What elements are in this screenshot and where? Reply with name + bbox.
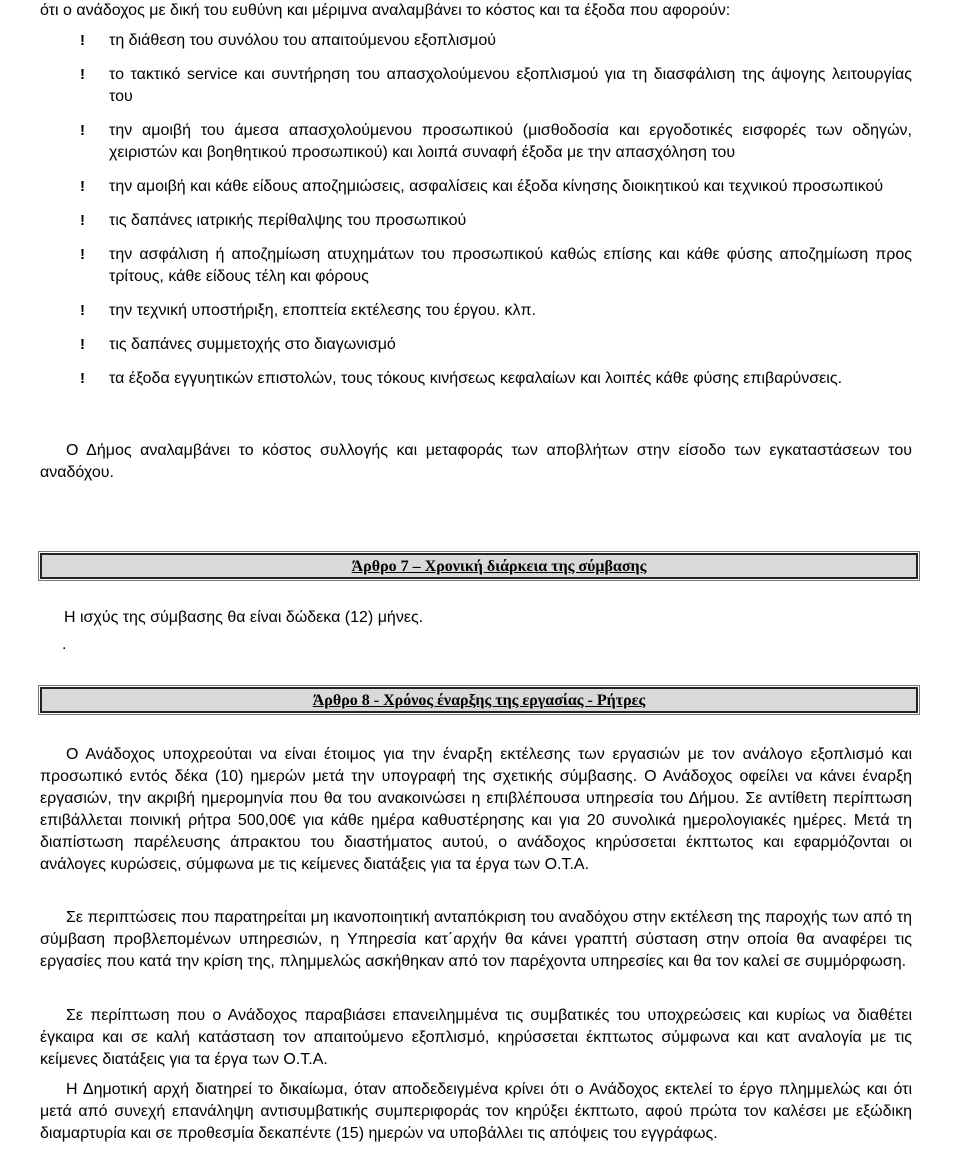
article-8-paragraph: Σε περίπτωση που ο Ανάδοχος παραβιάσει επανειλημμένα τις συμβατικές του υποχρεώσεις και κυρίως να διαθέτει έγκαιρα και σε καλή κατάσταση τον απαιτούμενο εξοπλισμό, κηρύσσεται έκπτωτος σύμφωνα και κατ αναλογία με τις κείμενες διατάξεις για τα έργα των Ο.Τ.Α. [40, 1007, 912, 1068]
list-item-text: τη διάθεση του συνόλου του απαιτούμενου εξοπλισμού [109, 32, 496, 49]
list-item [80, 244, 912, 288]
article-8-heading: Άρθρο 8 - Χρόνος έναρξης της εργασίας - Ρήτρες [312, 692, 646, 709]
list-item [80, 64, 912, 108]
list-item [80, 334, 912, 356]
article-8-paragraph: Η Δημοτική αρχή διατηρεί το δικαίωμα, όταν αποδεδειγμένα κρίνει ότι ο Ανάδοχος εκτελεί το έργο πλημμελώς και ότι μετά από συνεχή επανάληψη αντισυμβατικής συμπεριφοράς τον κηρύξει έκπτωτο, αφού πρώτα τον καλέσει με εξώδικη διαμαρτυρία και σε προθεσμία δεκαπέντε (15) ημερών να υποβάλλει τις απόψεις του εγγράφως. [40, 1081, 912, 1142]
bullet-icon: ! [80, 246, 85, 263]
contract-duration-text: Η ισχύς της σύμβασης θα είναι δώδεκα (12) μήνες. [64, 609, 424, 626]
bullet-icon: ! [80, 32, 85, 49]
intro-text: ότι ο ανάδοχος με δική του ευθύνη και μέριμνα αναλαμβάνει το κόστος και τα έξοδα που αφορούν: [40, 2, 731, 19]
article-8-paragraph: Ο Ανάδοχος υποχρεούται να είναι έτοιμος για την έναρξη εκτέλεσης των εργασιών με τον ανάλογο εξοπλισμό και προσωπικό εντός δέκα (10) ημερών μετά την υπογραφή της σχετικής σύμβασης. Ο Ανάδοχος οφείλει να κάνει έναρξη εργασιών, την ακριβή ημερομηνία που θα του ανακοινώσει η επιβλέπουσα υπηρεσία του Δήμου. Σε αντίθετη περίπτωση επιβάλλεται ποινική ρήτρα 500,00€ για κάθε ημέρα καθυστέρησης και για 20 συνολικά ημερολογιακές ημέρες. Μετά τη διαπίστωση παρέλευσης άπρακτου του διαστήματος αυτού, ο ανάδοχος κηρύσσεται έκπτωτος και εφαρμόζονται οι ανάλογες κυρώσεις, σύμφωνα με τις κείμενες διατάξεις για τα έργα των Ο.Τ.Α. [40, 746, 912, 873]
list-item-text: τις δαπάνες συμμετοχής στο διαγωνισμό [109, 336, 396, 353]
bullet-icon: ! [80, 122, 85, 139]
list-item [80, 210, 912, 232]
article-8-heading-box [40, 687, 918, 713]
cost-list [80, 30, 912, 402]
list-item [80, 30, 912, 52]
municipality-paragraph: Ο Δήμος αναλαμβάνει το κόστος συλλογής και μεταφοράς των αποβλήτων στην είσοδο των εγκαταστάσεων του αναδόχου. [40, 442, 912, 481]
bullet-icon: ! [80, 212, 85, 229]
list-item-text: τις δαπάνες ιατρικής περίθαλψης του προσωπικού [109, 212, 467, 229]
bullet-icon: ! [80, 336, 85, 353]
list-item-text: την τεχνική υποστήριξη, εποπτεία εκτέλεσης του έργου. κλπ. [109, 302, 537, 319]
bullet-icon: ! [80, 66, 85, 83]
bullet-icon: ! [80, 178, 85, 195]
list-item-text: τα έξοδα εγγυητικών επιστολών, τους τόκους κινήσεως κεφαλαίων και λοιπές κάθε φύσης επιβαρύνσεις. [109, 370, 843, 387]
list-item-text: την αμοιβή του άμεσα απασχολούμενου προσωπικού (μισθοδοσία και εργοδοτικές εισφορές των οδηγών, χειριστών και βοηθητικού προσωπικού) και λοιπά συναφή έξοδα με την απασχόληση του [109, 122, 912, 161]
list-item-text: την ασφάλιση ή αποζημίωση ατυχημάτων του προσωπικού καθώς επίσης και κάθε φύσης αποζημίωση προς τρίτους, κάθε είδους τέλη και φόρους [109, 246, 912, 285]
article-8-paragraph: Σε περιπτώσεις που παρατηρείται μη ικανοποιητική ανταπόκριση του αναδόχου στην εκτέλεση της παροχής των από τη σύμβαση προβλεπομένων υπηρεσιών, η Υπηρεσία κατ΄αρχήν θα κάνει γραπτή σύσταση στην οποία θα αναφέρει τις εργασίες που κατά την κρίση της, πλημμελώς ασκήθηκαν από τον παρέχοντα υπηρεσίες και θα τον καλεί σε συμμόρφωση. [40, 909, 912, 970]
list-item-text: την αμοιβή και κάθε είδους αποζημιώσεις, ασφαλίσεις και έξοδα κίνησης διοικητικού και τεχνικού προσωπικού [109, 178, 884, 195]
list-item-text: το τακτικό service και συντήρηση του απασχολούμενου εξοπλισμού για τη διασφάλιση της άψογης λειτουργίας του [109, 66, 912, 105]
list-item [80, 120, 912, 164]
bullet-icon: ! [80, 370, 85, 387]
article-7-heading-box [40, 553, 918, 579]
article-7-heading: Άρθρο 7 – Χρονική διάρκεια της σύμβασης [351, 558, 647, 575]
stray-dot: . [62, 636, 67, 653]
bullet-icon: ! [80, 302, 85, 319]
list-item [80, 300, 912, 322]
list-item [80, 368, 912, 390]
list-item [80, 176, 912, 198]
